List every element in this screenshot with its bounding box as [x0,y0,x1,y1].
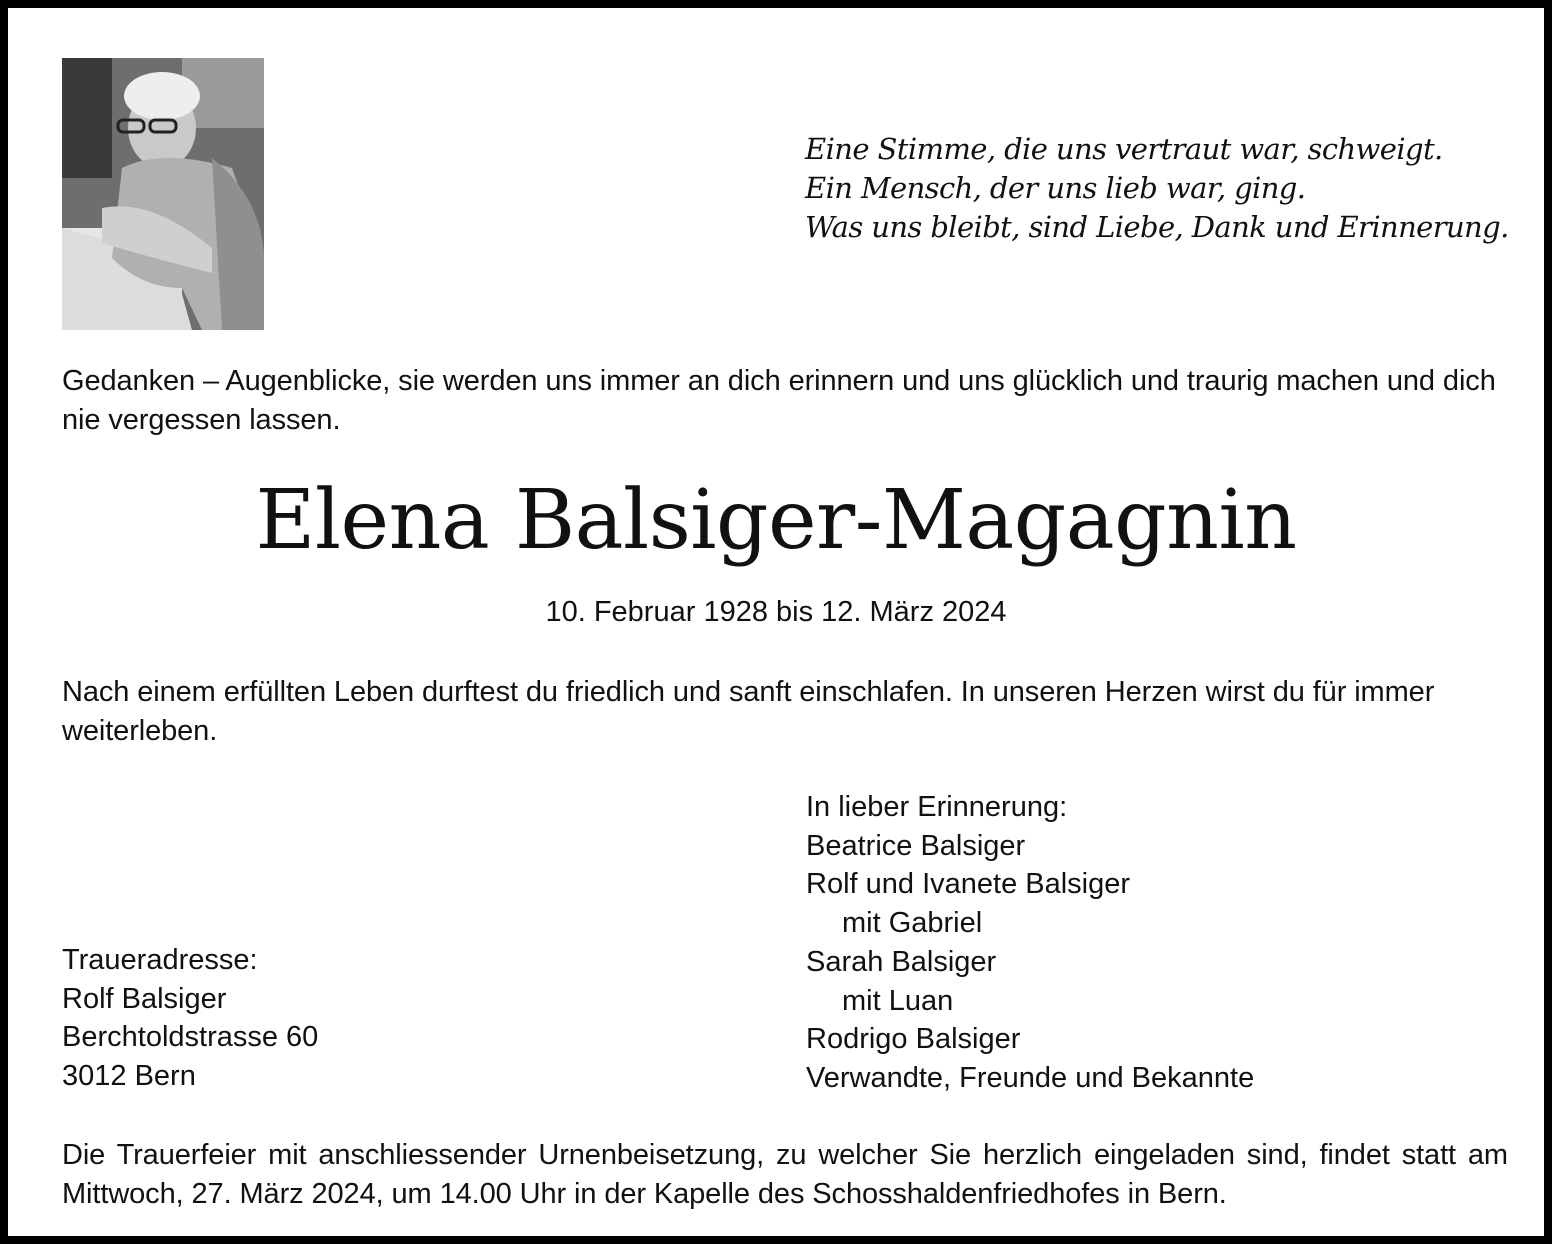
mourners-list [806,788,1506,1098]
address-name: Rolf Balsiger [62,982,227,1015]
address-city: 3012 Bern [62,1060,196,1093]
mourning-address [62,941,662,1096]
mourner: Sarah Balsiger [806,945,997,978]
poem-line: Eine Stimme, die uns vertraut war, schweigt. [805,132,1443,166]
mourner: Rodrigo Balsiger [806,1023,1021,1056]
mourner: Beatrice Balsiger [806,829,1026,862]
farewell-text: Nach einem erfüllten Leben durftest du friedlich und sanft einschlafen. In unseren Herzen wirst du für immer weiterleben. [62,676,1435,747]
address-label: Traueradresse: [62,944,258,976]
service-info: Die Trauerfeier mit anschliessender Urnenbeisetzung, zu welcher Sie herzlich eingeladen sind, findet statt am Mittwoch, 27. März 2024, um 14.00 Uhr in der Kapelle des Schosshaldenfriedhofes in Bern. [62,1139,1508,1210]
address-street: Berchtoldstrasse 60 [62,1021,319,1054]
mourner: Rolf und Ivanete Balsiger [806,868,1131,901]
poem-line: Ein Mensch, der uns lieb war, ging. [805,171,1306,205]
intro-text: Gedanken – Augenblicke, sie werden uns immer an dich erinnern und uns glücklich und traurig machen und dich nie vergessen lassen. [62,365,1496,436]
portrait-photo [62,58,264,330]
mourner: mit Luan [842,984,954,1017]
life-dates: 10. Februar 1928 bis 12. März 2024 [545,596,1007,628]
mourners-heading: In lieber Erinnerung: [806,791,1068,823]
poem [805,130,1525,247]
deceased-name: Elena Balsiger-Magagnin [255,473,1297,568]
poem-line: Was uns bleibt, sind Liebe, Dank und Erinnerung. [805,210,1509,244]
mourner: Verwandte, Freunde und Bekannte [806,1061,1255,1094]
mourner: mit Gabriel [842,907,983,940]
